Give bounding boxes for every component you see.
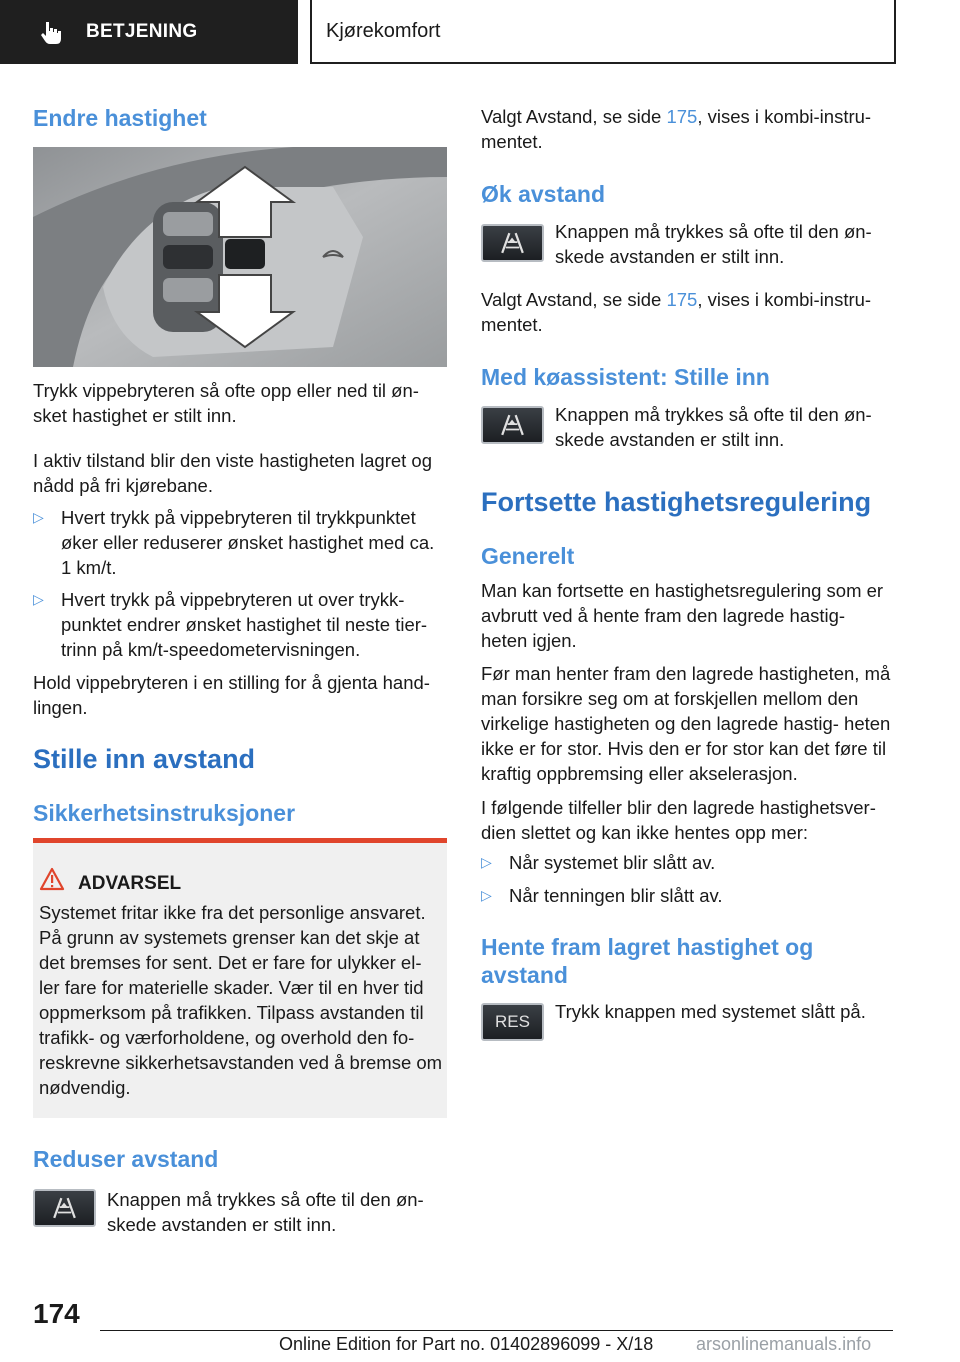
warning-box <box>33 838 447 1118</box>
text-segment: , vises i kombi-instru‐ mentet. <box>481 106 872 152</box>
warning-triangle-icon <box>39 867 65 891</box>
list-item <box>481 883 893 908</box>
text-segment: Valgt Avstand, se side <box>481 289 667 310</box>
heading-sikkerhetsinstruksjoner: Sikkerhetsinstruksjoner <box>33 800 296 826</box>
heading-endre-hastighet: Endre hastighet <box>33 105 207 131</box>
triangle-bullet-icon: ▷ <box>481 887 492 903</box>
section-label: BETJENING <box>86 21 198 42</box>
list-item-text: Hvert trykk på vippebryteren ut over trykk‐ punktet endrer ønsket hastighet til neste tier‐ trinn på km/t-speedometervisningen. <box>61 589 428 660</box>
chapter-label: Kjørekomfort <box>326 19 441 42</box>
watermark: arsonlinemanuals.info <box>696 1334 872 1354</box>
ok-text: Knappen må trykkes så ofte til den øn‐ skede avstanden er stilt inn. <box>555 221 872 267</box>
steering-wheel-image <box>33 147 447 367</box>
paragraph-valgt-avstand-2 <box>481 287 893 337</box>
paragraph-trykk: Trykk vippebryteren så ofte opp eller ned til øn‐ sket hastighet er stilt inn. <box>33 380 419 426</box>
res-button-icon <box>481 1003 544 1041</box>
hand-pointer-icon <box>38 19 64 45</box>
steering-wheel-illustration <box>33 147 447 367</box>
heading-generelt: Generelt <box>481 543 575 569</box>
heading-reduser-avstand: Reduser avstand <box>33 1146 219 1172</box>
header-chapter-tab <box>310 0 896 64</box>
warning-title: ADVARSEL <box>78 873 182 894</box>
header-section-tab <box>0 0 298 64</box>
heading-med-koassistent: Med køassistent: Stille inn <box>481 364 770 390</box>
footer-divider <box>100 1330 893 1331</box>
paragraph-valgt-avstand-1 <box>481 104 893 154</box>
res-text: Trykk knappen med systemet slått på. <box>555 1001 866 1022</box>
list-item <box>481 850 893 875</box>
text-segment: Valgt Avstand, se side <box>481 106 667 127</box>
list-item <box>33 587 447 662</box>
res-label: RES <box>495 1012 530 1031</box>
heading-stille-inn-avstand: Stille inn avstand <box>33 744 256 774</box>
text-segment: , vises i kombi-instru‐ mentet. <box>481 289 872 335</box>
paragraph-hold: Hold vippebryteren i en stilling for å gjenta hand‐ lingen. <box>33 672 430 718</box>
list-item-text: Når tenningen blir slått av. <box>509 885 723 906</box>
page-link[interactable]: 175 <box>666 106 698 127</box>
paragraph-generelt-3: I følgende tilfeller blir den lagrede hastighetsver‐ dien slettet og kan ikke hentes opp mer: <box>481 797 876 843</box>
distance-button-icon <box>481 224 544 262</box>
triangle-bullet-icon: ▷ <box>33 591 44 607</box>
page-number: 174 <box>33 1298 80 1329</box>
med-text: Knappen må trykkes så ofte til den øn‐ skede avstanden er stilt inn. <box>555 404 872 450</box>
distance-button-icon <box>33 1189 96 1227</box>
heading-fortsette-hastighetsregulering: Fortsette hastighetsregulering <box>481 487 872 517</box>
list-item <box>33 505 447 580</box>
list-item-text: Når systemet blir slått av. <box>509 852 716 873</box>
footer-edition: Online Edition for Part no. 01402896099 - X/18 <box>279 1334 654 1354</box>
warning-body: Systemet fritar ikke fra det personlige ansvaret. På grunn av systemets grenser kan det skje at det bremses for sent. Det er fare for ulykker el‐ ler fare for materielle skader. Vær til en hver tid oppmerksom på trafikken. Tilpass avstanden til trafikk- og værforholdene, og overhold den fo‐ reskrevne sikkerhetsavstanden ved å bremse om nødvendig. <box>39 902 443 1098</box>
page-link[interactable]: 175 <box>666 289 698 310</box>
reduser-text: Knappen må trykkes så ofte til den øn‐ skede avstanden er stilt inn. <box>107 1189 424 1235</box>
triangle-bullet-icon: ▷ <box>481 854 492 870</box>
heading-hente-fram: Hente fram lagret hastighet og avstand <box>481 934 814 988</box>
triangle-bullet-icon: ▷ <box>33 509 44 525</box>
list-item-text: Hvert trykk på vippebryteren til trykkpunktet øker eller reduserer ønsket hastighet med ca. 1 km/t. <box>61 507 435 578</box>
heading-ok-avstand: Øk avstand <box>481 181 605 207</box>
distance-button-icon <box>481 406 544 444</box>
paragraph-aktiv: I aktiv tilstand blir den viste hastigheten lagret og nådd på fri kjørebane. <box>33 450 433 496</box>
paragraph-generelt-2: Før man henter fram den lagrede hastigheten, må man forsikre seg om at forskjellen mellom den virkelige hastigheten og den lagrede hastig‐ heten ikke er for stor. Hvis den er for stor kan det føre til kraftig oppbremsing eller akselerasjon. <box>481 663 891 784</box>
paragraph-generelt-1: Man kan fortsette en hastighetsregulering som er avbrutt ved å hente fram den lagrede hastig‐ heten igjen. <box>481 580 884 651</box>
